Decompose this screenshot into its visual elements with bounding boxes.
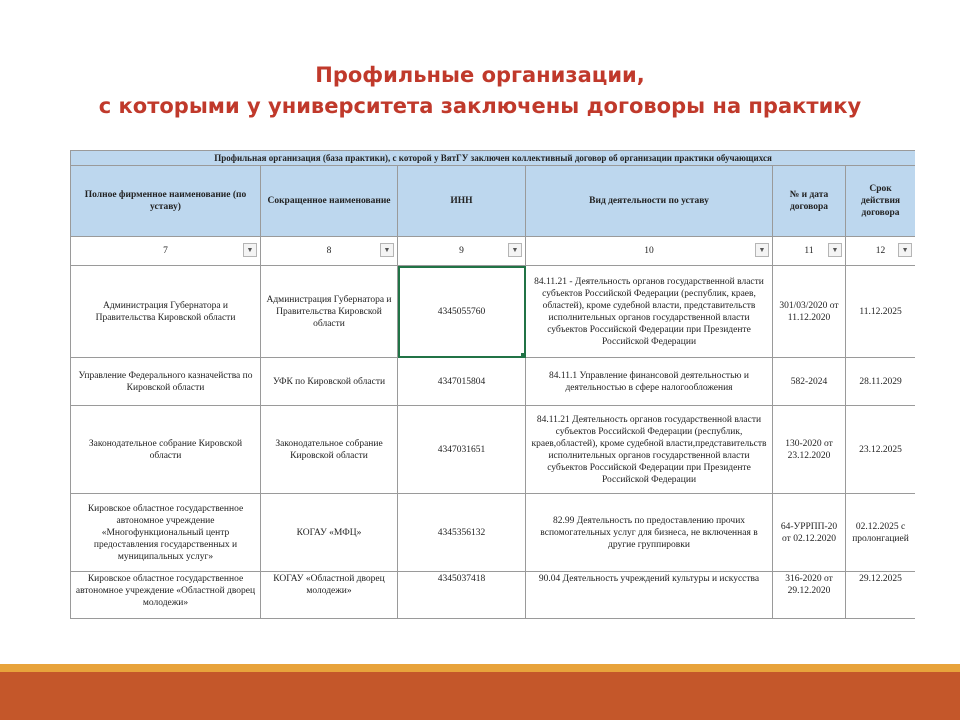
- cell-inn-selected[interactable]: [398, 266, 526, 358]
- dropdown-arrow-icon[interactable]: ▼: [898, 243, 912, 257]
- cell-term[interactable]: 29.12.2025: [846, 572, 916, 619]
- cell-activity[interactable]: 82.99 Деятельность по предоставлению прочих вспомогательных услуг для бизнеса, не включенная в другие группировки: [526, 494, 773, 572]
- cell-term[interactable]: 23.12.2025: [846, 406, 916, 494]
- cell-short-name[interactable]: Администрация Губернатора и Правительства Кировской области: [261, 266, 398, 358]
- table-row: [71, 406, 916, 494]
- cell-term[interactable]: 28.11.2029: [846, 358, 916, 406]
- cell-full-name[interactable]: Законодательное собрание Кировской области: [71, 406, 261, 494]
- cell-contract[interactable]: 316-2020 от 29.12.2020: [773, 572, 846, 619]
- dropdown-arrow-icon[interactable]: ▼: [828, 243, 842, 257]
- table-row: [71, 572, 916, 619]
- header-inn: ИНН: [398, 166, 526, 237]
- column-number-cell: [526, 237, 773, 266]
- slide-title-line-1: Профильные организации,: [315, 63, 645, 87]
- cell-contract[interactable]: 130-2020 от 23.12.2020: [773, 406, 846, 494]
- cell-activity[interactable]: 84.11.21 Деятельность органов государственной власти субъектов Российской Федерации (республик, краев,областей), кроме судебной власти,представительств исполнительных органов государственной власти субъектов Российской Федерации при Президенте Российской Федерации: [526, 406, 773, 494]
- header-activity: Вид деятельности по уставу: [526, 166, 773, 237]
- cell-short-name[interactable]: УФК по Кировской области: [261, 358, 398, 406]
- cell-full-name[interactable]: Администрация Губернатора и Правительства Кировской области: [71, 266, 261, 358]
- header-contract: № и дата договора: [773, 166, 846, 237]
- cell-activity[interactable]: 90.04 Деятельность учреждений культуры и искусства: [526, 572, 773, 619]
- fill-handle[interactable]: [521, 353, 526, 358]
- slide-title: [60, 60, 900, 122]
- dropdown-arrow-icon[interactable]: ▼: [755, 243, 769, 257]
- column-number: 9: [459, 246, 464, 256]
- cell-inn[interactable]: 4345356132: [398, 494, 526, 572]
- cell-full-name[interactable]: Кировское областное государственное автономное учреждение «Многофункциональный центр предоставления государственных и муниципальных услуг»: [71, 494, 261, 572]
- column-number: 11: [804, 246, 814, 256]
- cell-activity[interactable]: 84.11.21 - Деятельность органов государственной власти субъектов Российской Федерации (республик, краев, областей), кроме судебной власти, представительств исполнительных органов государственной власти субъектов Российской Федерации при Президенте Российской Федерации: [526, 266, 773, 358]
- cell-contract[interactable]: 582-2024: [773, 358, 846, 406]
- table-row: [71, 358, 916, 406]
- cell-term[interactable]: 11.12.2025: [846, 266, 916, 358]
- slide-title-line-2: с которыми у университета заключены договоры на практику: [98, 94, 862, 118]
- cell-contract[interactable]: 301/03/2020 от 11.12.2020: [773, 266, 846, 358]
- cell-short-name[interactable]: Законодательное собрание Кировской области: [261, 406, 398, 494]
- header-term: Срок действия договора: [846, 166, 916, 237]
- table-caption: Профильная организация (база практики), с которой у ВятГУ заключен коллективный договор об организации практики обучающихся: [71, 151, 916, 166]
- dropdown-arrow-icon[interactable]: ▼: [380, 243, 394, 257]
- dropdown-arrow-icon[interactable]: ▼: [243, 243, 257, 257]
- column-number-cell: [773, 237, 846, 266]
- column-number-cell: [71, 237, 261, 266]
- column-number: 7: [163, 246, 168, 256]
- cell-term[interactable]: 02.12.2025 с пролонгацией: [846, 494, 916, 572]
- column-number-cell: [398, 237, 526, 266]
- cell-contract[interactable]: 64-УРРПП-20 от 02.12.2020: [773, 494, 846, 572]
- cell-inn[interactable]: 4347031651: [398, 406, 526, 494]
- organizations-table-container: [70, 150, 915, 628]
- table-row: [71, 266, 916, 358]
- cell-short-name[interactable]: КОГАУ «Областной дворец молодежи»: [261, 572, 398, 619]
- cell-full-name[interactable]: Кировское областное государственное автономное учреждение «Областной дворец молодежи»: [71, 572, 261, 619]
- cell-full-name[interactable]: Управление Федерального казначейства по Кировской области: [71, 358, 261, 406]
- header-full-name: Полное фирменное наименование (по уставу): [71, 166, 261, 237]
- cell-inn[interactable]: 4347015804: [398, 358, 526, 406]
- column-number: 8: [326, 246, 332, 256]
- footer-accent-bar: [0, 664, 960, 672]
- column-number-cell: [846, 237, 916, 266]
- header-short-name: Сокращенное наименование: [261, 166, 398, 237]
- cell-short-name[interactable]: КОГАУ «МФЦ»: [261, 494, 398, 572]
- column-number-cell: [261, 237, 398, 266]
- column-number: 12: [875, 246, 886, 256]
- cell-activity[interactable]: 84.11.1 Управление финансовой деятельностью и деятельностью в сфере налогообложения: [526, 358, 773, 406]
- footer-bar: [0, 672, 960, 720]
- organizations-table: [70, 150, 915, 619]
- table-row: [71, 494, 916, 572]
- cell-inn[interactable]: 4345037418: [398, 572, 526, 619]
- column-number: 10: [644, 246, 654, 256]
- cell-inn-value: 4345055760: [437, 306, 486, 317]
- dropdown-arrow-icon[interactable]: ▼: [508, 243, 522, 257]
